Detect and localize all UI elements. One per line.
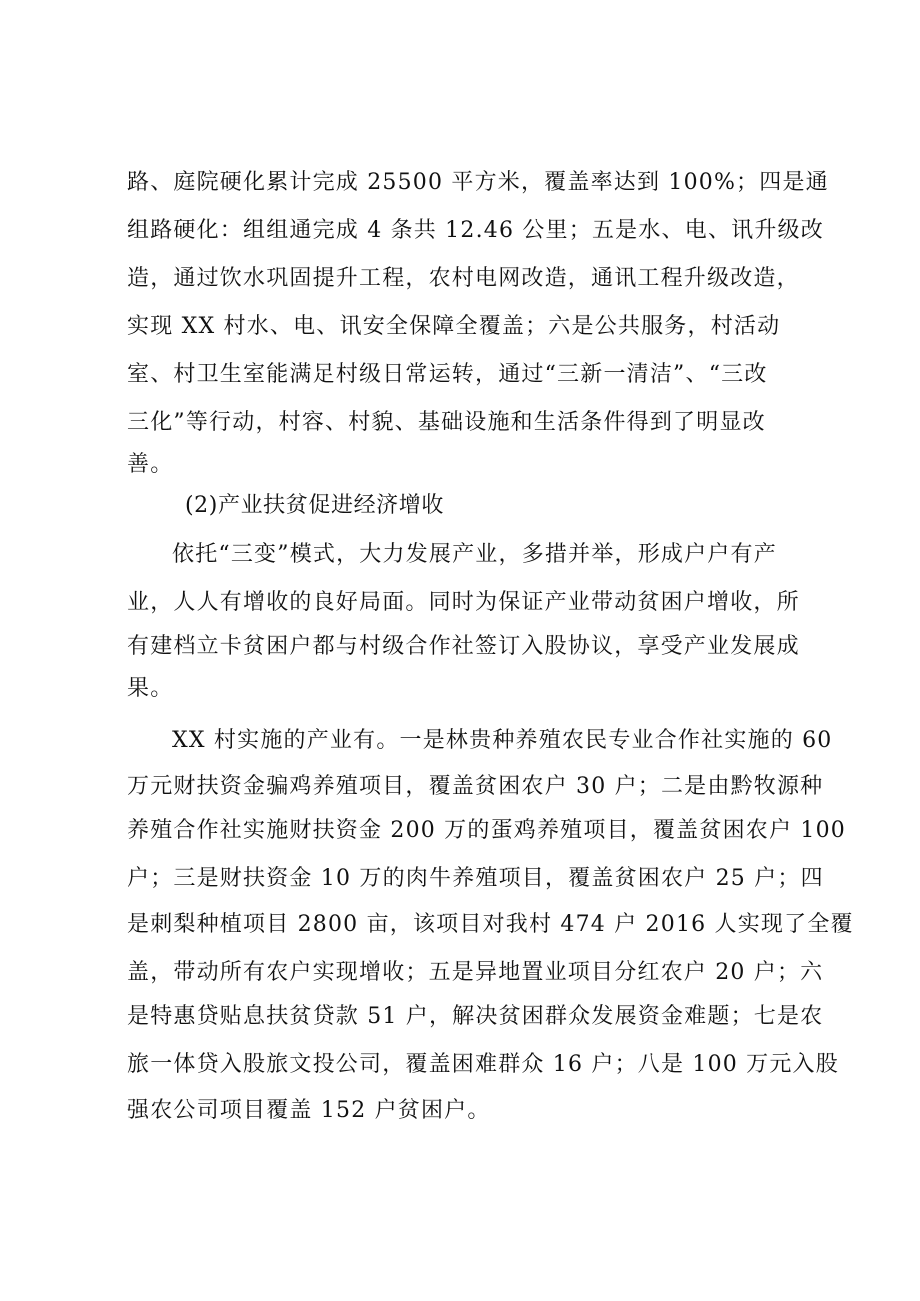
- paragraph-3-line-4: 户；三是财扶资金 10 万的肉牛养殖项目，覆盖贫困农户 25 户；四: [127, 866, 824, 891]
- paragraph-3-line-2: 万元财扶资金骗鸡养殖项目，覆盖贫困农户 30 户；二是由黔牧源种: [127, 774, 824, 799]
- paragraph-2-line-4: 果。: [127, 676, 174, 701]
- paragraph-1-line-3: 造，通过饮水巩固提升工程，农村电网改造，通讯工程升级改造，: [127, 266, 800, 291]
- paragraph-1-line-6: 三化”等行动，村容、村貌、基础设施和生活条件得到了明显改: [127, 410, 766, 435]
- paragraph-1-line-5: 室、村卫生室能满足村级日常运转，通过“三新一清洁”、“三改: [127, 362, 768, 387]
- paragraph-1-line-4: 实现 XX 村水、电、讯安全保障全覆盖；六是公共服务，村活动: [127, 314, 781, 339]
- paragraph-3-line-3: 养殖合作社实施财扶资金 200 万的蛋鸡养殖项目，覆盖贫困农户 100: [127, 818, 846, 843]
- paragraph-3-line-1: XX 村实施的产业有。一是林贵种养殖农民专业合作社实施的 60: [172, 728, 833, 753]
- paragraph-2-line-3: 有建档立卡贫困户都与村级合作社签订入股协议，享受产业发展成: [127, 634, 800, 659]
- paragraph-1-line-1: 路、庭院硬化累计完成 25500 平方米，覆盖率达到 100%；四是通: [127, 170, 829, 195]
- paragraph-1-line-2: 组路硬化：组组通完成 4 条共 12.46 公里；五是水、电、讯升级改: [127, 218, 824, 243]
- paragraph-1-line-7: 善。: [127, 452, 174, 477]
- paragraph-3-line-7: 是特惠贷贴息扶贫贷款 51 户，解决贫困群众发展资金难题；七是农: [127, 1004, 824, 1029]
- paragraph-3-line-6: 盖，带动所有农户实现增收；五是异地置业项目分红农户 20 户；六: [127, 960, 824, 985]
- paragraph-2-line-1: 依托“三变”模式，大力发展产业，多措并举，形成户户有产: [172, 542, 777, 567]
- paragraph-2-line-2: 业，人人有增收的良好局面。同时为保证产业带动贫困户增收，所: [127, 590, 800, 615]
- paragraph-3-line-5: 是刺梨种植项目 2800 亩，该项目对我村 474 户 2016 人实现了全覆: [127, 912, 854, 937]
- paragraph-3-line-8: 旅一体贷入股旅文投公司，覆盖困难群众 16 户；八是 100 万元入股: [127, 1052, 839, 1077]
- paragraph-3-line-9: 强农公司项目覆盖 152 户贫困户。: [127, 1098, 491, 1123]
- section-heading: (2)产业扶贫促进经济增收: [185, 493, 444, 518]
